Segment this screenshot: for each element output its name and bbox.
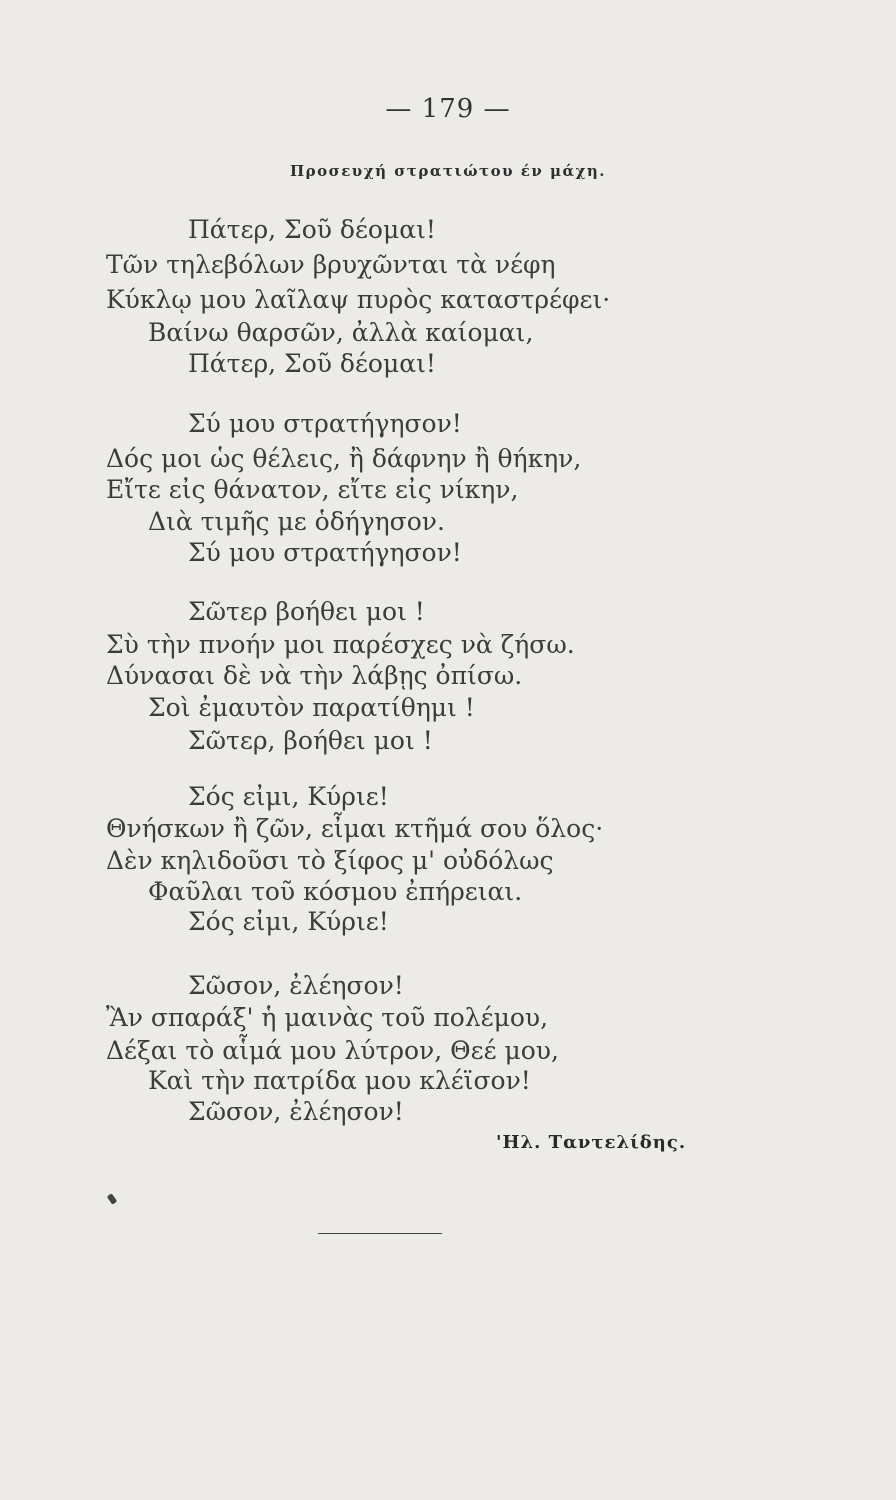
poem-line: Σῶσον, ἐλέησον!: [188, 971, 404, 1000]
poem-line: Κύκλῳ μου λαῖλαψ πυρὸς καταστρέφει·: [106, 285, 611, 314]
poem-line: Πάτερ, Σοῦ δέομαι!: [188, 215, 436, 244]
poem-line: Σός εἰμι, Κύριε!: [188, 907, 389, 936]
poem-line: Δὲν κηλιδοῦσι τὸ ξίφος μ' οὐδόλως: [106, 846, 554, 875]
ink-mark: [107, 1193, 118, 1205]
poem-title: Προσευχή στρατιώτου έν μάχη.: [289, 162, 607, 180]
poem-line: Ἂν σπαράξ' ἡ μαινὰς τοῦ πολέμου,: [106, 1003, 549, 1032]
poem-line: Θνήσκων ἢ ζῶν, εἶμαι κτῆμά σου ὅλος·: [106, 814, 604, 843]
poem-line: Σοὶ ἐμαυτὸν παρατίθημι !: [148, 693, 475, 722]
poem-line: Φαῦλαι τοῦ κόσμου ἐπήρειαι.: [148, 877, 523, 906]
poem-line: Σῶσον, ἐλέησον!: [188, 1097, 404, 1126]
poem-line: Σύ μου στρατήγησον!: [188, 409, 462, 438]
poem-line: Τῶν τηλεβόλων βρυχῶνται τὰ νέφη: [106, 250, 556, 279]
poem-line: Δός μοι ὡς θέλεις, ἢ δάφνην ἢ θήκην,: [106, 444, 582, 473]
poem-line: Σὺ τὴν πνοήν μοι παρέσχες νὰ ζήσω.: [106, 630, 575, 659]
poem-line: Σύ μου στρατήγησον!: [188, 538, 462, 567]
poem-line: Διὰ τιμῆς με ὁδήγησον.: [148, 507, 445, 536]
poem-line: Σῶτερ βοήθει μοι !: [188, 597, 425, 626]
poem-line: Δέξαι τὸ αἷμά μου λύτρον, Θεέ μου,: [106, 1036, 559, 1065]
poem-line: Πάτερ, Σοῦ δέομαι!: [188, 349, 436, 378]
poem-line: Βαίνω θαρσῶν, ἀλλὰ καίομαι,: [148, 318, 534, 347]
poem-line: Δύνασαι δὲ νὰ τὴν λάβῃς ὀπίσω.: [106, 661, 523, 690]
author-signature: 'Ηλ. Ταντελίδης.: [496, 1132, 687, 1153]
poem-line: Καὶ τὴν πατρίδα μου κλέϊσον!: [148, 1066, 531, 1095]
page-number: — 179 —: [385, 94, 511, 124]
poem-line: Σός εἰμι, Κύριε!: [188, 782, 389, 811]
poem-line: Εἴτε εἰς θάνατον, εἴτε εἰς νίκην,: [106, 475, 519, 504]
end-rule: [318, 1233, 442, 1234]
poem-line: Σῶτερ, βοήθει μοι !: [188, 726, 433, 755]
